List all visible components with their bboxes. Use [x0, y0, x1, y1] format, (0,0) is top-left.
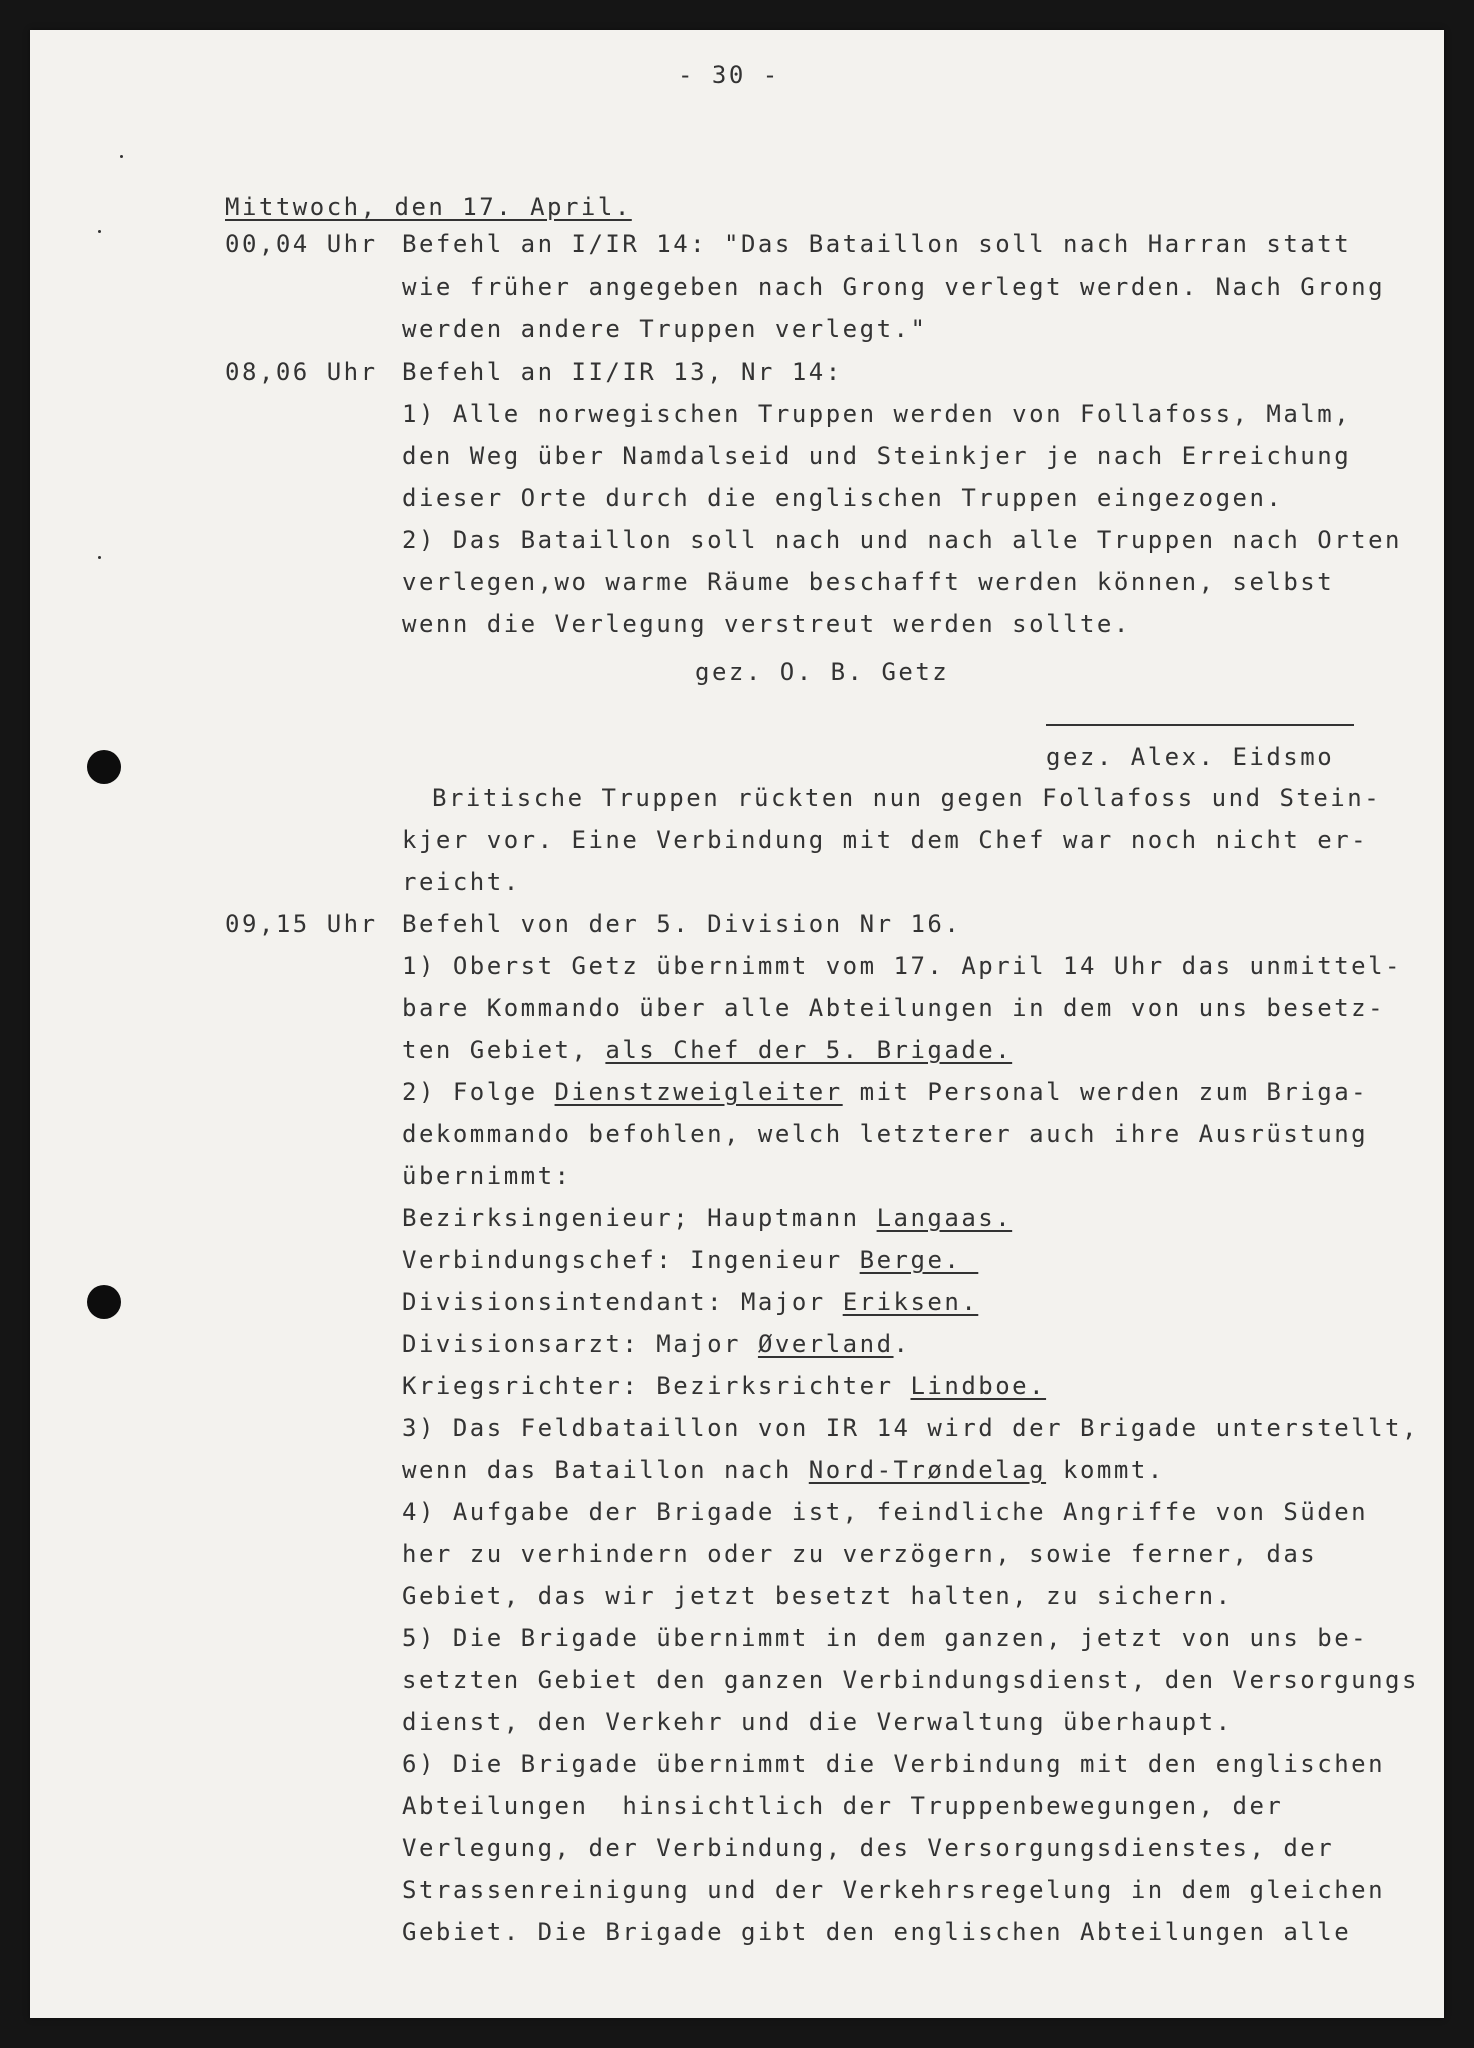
text-line: setzten Gebiet den ganzen Verbindungsdienst, den Versorgungs: [402, 1666, 1419, 1694]
speck-mark: [98, 230, 101, 233]
text-line: Gebiet, das wir jetzt besetzt halten, zu sichern.: [402, 1582, 1233, 1610]
signature-getz: gez. O. B. Getz: [695, 658, 950, 686]
text-line: verlegen,wo warme Räume beschafft werden können, selbst: [402, 568, 1335, 596]
text-span: mit Personal werden zum Briga-: [842, 1078, 1369, 1106]
underlined-span: Berge.: [859, 1246, 979, 1274]
speck-mark: [120, 155, 123, 158]
text-span: 2) Folge: [402, 1078, 555, 1106]
text-line: Befehl an I/IR 14: "Das Bataillon soll nach Harran statt: [402, 230, 1352, 258]
punch-hole-top: [87, 750, 121, 784]
text-span: kommt.: [1046, 1456, 1165, 1484]
text-span: wenn das Bataillon nach: [402, 1456, 809, 1484]
text-line: Befehl von der 5. Division Nr 16.: [402, 910, 962, 938]
text-span: Divisionsarzt: Major: [402, 1330, 758, 1358]
text-line: werden andere Truppen verlegt.": [402, 315, 928, 343]
text-line: wenn die Verlegung verstreut werden sollte.: [402, 610, 1131, 638]
punch-hole-bottom: [87, 1285, 121, 1319]
text-line: reicht.: [402, 868, 521, 896]
text-line: [402, 1371, 1046, 1401]
text-line: kjer vor. Eine Verbindung mit dem Chef war noch nicht er-: [402, 826, 1369, 854]
text-line: dienst, den Verkehr und die Verwaltung überhaupt.: [402, 1708, 1233, 1736]
entry-time: 09,15 Uhr: [225, 910, 378, 938]
text-line: 6) Die Brigade übernimmt die Verbindung mit den englischen: [402, 1750, 1386, 1778]
text-line: 1) Alle norwegischen Truppen werden von Follafoss, Malm,: [402, 400, 1352, 428]
document-page: [30, 30, 1444, 2018]
page-number: - 30 -: [678, 61, 780, 89]
text-line: [402, 1245, 978, 1275]
text-line: Befehl an II/IR 13, Nr 14:: [402, 358, 843, 386]
entry-time: 08,06 Uhr: [225, 358, 378, 386]
text-line: Gebiet. Die Brigade gibt den englischen Abteilungen alle: [402, 1918, 1352, 1946]
text-line: dieser Orte durch die englischen Truppen eingezogen.: [402, 484, 1284, 512]
text-span: Verbindungschef: Ingenieur: [402, 1246, 860, 1274]
text-span: Kriegsrichter: Bezirksrichter: [402, 1372, 911, 1400]
underlined-span: Eriksen.: [842, 1288, 979, 1316]
text-line: 5) Die Brigade übernimmt in dem ganzen, jetzt von uns be-: [402, 1624, 1369, 1652]
entry-time: 00,04 Uhr: [225, 230, 378, 258]
text-line: Verlegung, der Verbindung, des Versorgungsdienstes, der: [402, 1834, 1335, 1862]
text-line: den Weg über Namdalseid und Steinkjer je nach Erreichung: [402, 442, 1352, 470]
text-line: Abteilungen hinsichtlich der Truppenbewegungen, der: [402, 1792, 1284, 1820]
text-line: dekommando befohlen, welch letzterer auch ihre Ausrüstung: [402, 1120, 1369, 1148]
text-line: [402, 1035, 1012, 1065]
speck-mark: [98, 556, 101, 559]
text-line: Strassenreinigung und der Verkehrsregelung in dem gleichen: [402, 1876, 1386, 1904]
text-line: wie früher angegeben nach Grong verlegt werden. Nach Grong: [402, 273, 1386, 301]
text-span: Bezirksingenieur; Hauptmann: [402, 1204, 877, 1232]
underlined-span: Nord-Trøndelag: [808, 1456, 1047, 1484]
date-heading: Mittwoch, den 17. April.: [225, 193, 632, 221]
text-line: [402, 1287, 978, 1317]
text-line: bare Kommando über alle Abteilungen in dem von uns besetz-: [402, 994, 1386, 1022]
text-line: übernimmt:: [402, 1162, 572, 1190]
signature-line: [1046, 724, 1354, 726]
text-line: [402, 1329, 910, 1359]
text-line: 2) Das Bataillon soll nach und nach alle Truppen nach Orten: [402, 526, 1403, 554]
underlined-span: Langaas.: [876, 1204, 1013, 1232]
underlined-span: Lindboe.: [910, 1372, 1047, 1400]
text-span: Divisionsintendant: Major: [402, 1288, 843, 1316]
text-line: Britische Truppen rückten nun gegen Follafoss und Stein-: [432, 784, 1382, 812]
text-span: .: [893, 1330, 911, 1358]
text-span: ten Gebiet,: [402, 1036, 606, 1064]
text-line: her zu verhindern oder zu verzögern, sowie ferner, das: [402, 1540, 1318, 1568]
underlined-span: Øverland: [757, 1330, 894, 1358]
signature-eidsmo: gez. Alex. Eidsmo: [1046, 743, 1335, 771]
underlined-span: als Chef der 5. Brigade.: [605, 1036, 1013, 1064]
text-line: 4) Aufgabe der Brigade ist, feindliche Angriffe von Süden: [402, 1498, 1369, 1526]
text-line: [402, 1203, 1012, 1233]
text-line: 3) Das Feldbataillon von IR 14 wird der Brigade unterstellt,: [402, 1414, 1419, 1442]
text-line: 1) Oberst Getz übernimmt vom 17. April 14 Uhr das unmittel-: [402, 952, 1403, 980]
text-line: [402, 1077, 1368, 1107]
underlined-span: Dienstzweigleiter: [554, 1078, 843, 1106]
text-line: [402, 1455, 1165, 1485]
